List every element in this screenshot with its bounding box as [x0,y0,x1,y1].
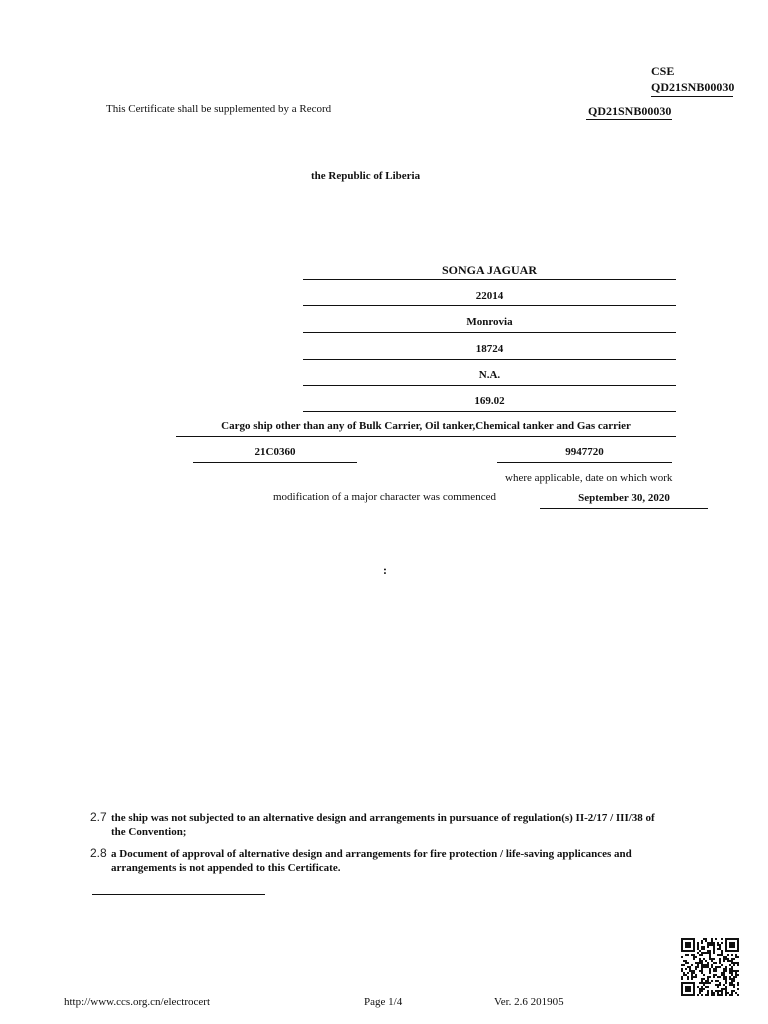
ship-type: Cargo ship other than any of Bulk Carrier, Oil tanker,Chemical tanker and Gas carrier [221,420,631,432]
port-of-registry: Monrovia [466,316,513,328]
distinctive-number-rule [303,305,676,306]
item-2-8 [111,847,711,875]
page-number: Page 1/4 [364,996,403,1008]
certificate-number: QD21SNB00030 [588,104,672,118]
class-number: 21C0360 [254,446,296,458]
item-2-7 [111,811,711,839]
item-2-7-line1: the ship was not subjected to an alternative design and arrangements in pursuance of regulation(s) II-2/17 / III/38 of [111,812,655,824]
supplement-note: This Certificate shall be supplemented by a Record [106,103,332,115]
imo-number: 9947720 [565,446,604,458]
footer-url[interactable]: http://www.ccs.org.cn/electrocert [64,996,211,1008]
item-2-8-line2: arrangements is not appended to this Certificate. [111,862,341,874]
item-2-7-line2: the Convention; [111,826,187,838]
class-number-rule [193,462,357,463]
ship-name: SONGA JAGUAR [441,263,537,277]
gross-tonnage-rule [303,359,676,360]
item-number-2-8: 2.8 [90,846,107,860]
imo-number-rule [497,462,672,463]
qr-code-icon [678,937,742,997]
ship-length: 169.02 [474,395,505,407]
version: Ver. 2.6 201905 [494,996,564,1008]
keel-note-line2: modification of a major character was commenced [273,491,496,503]
cert-number-underline [586,119,672,120]
flag-government: the Republic of Liberia [311,170,421,182]
qr-code-graphic [678,937,742,997]
deadweight-rule [303,385,676,386]
ship-type-rule [176,436,676,437]
ship-length-rule [303,411,676,412]
colon-mark: : [383,563,387,577]
keel-date: September 30, 2020 [578,492,670,504]
deadweight: N.A. [478,369,501,381]
footnote-separator [92,894,265,895]
item-2-8-line1: a Document of approval of alternative design and arrangements for fire protection / life-saving applicances and [111,848,632,860]
cse-label: CSE [651,64,675,78]
keel-note-line1: where applicable, date on which work [505,472,673,484]
ship-name-rule [303,279,676,280]
item-number-2-7: 2.7 [90,810,107,824]
gross-tonnage: 18724 [475,343,504,355]
cert-number-top-underline [651,96,733,97]
certificate-number-top: QD21SNB00030 [651,80,735,94]
distinctive-number: 22014 [475,290,504,302]
keel-date-rule [540,508,708,509]
port-of-registry-rule [303,332,676,333]
